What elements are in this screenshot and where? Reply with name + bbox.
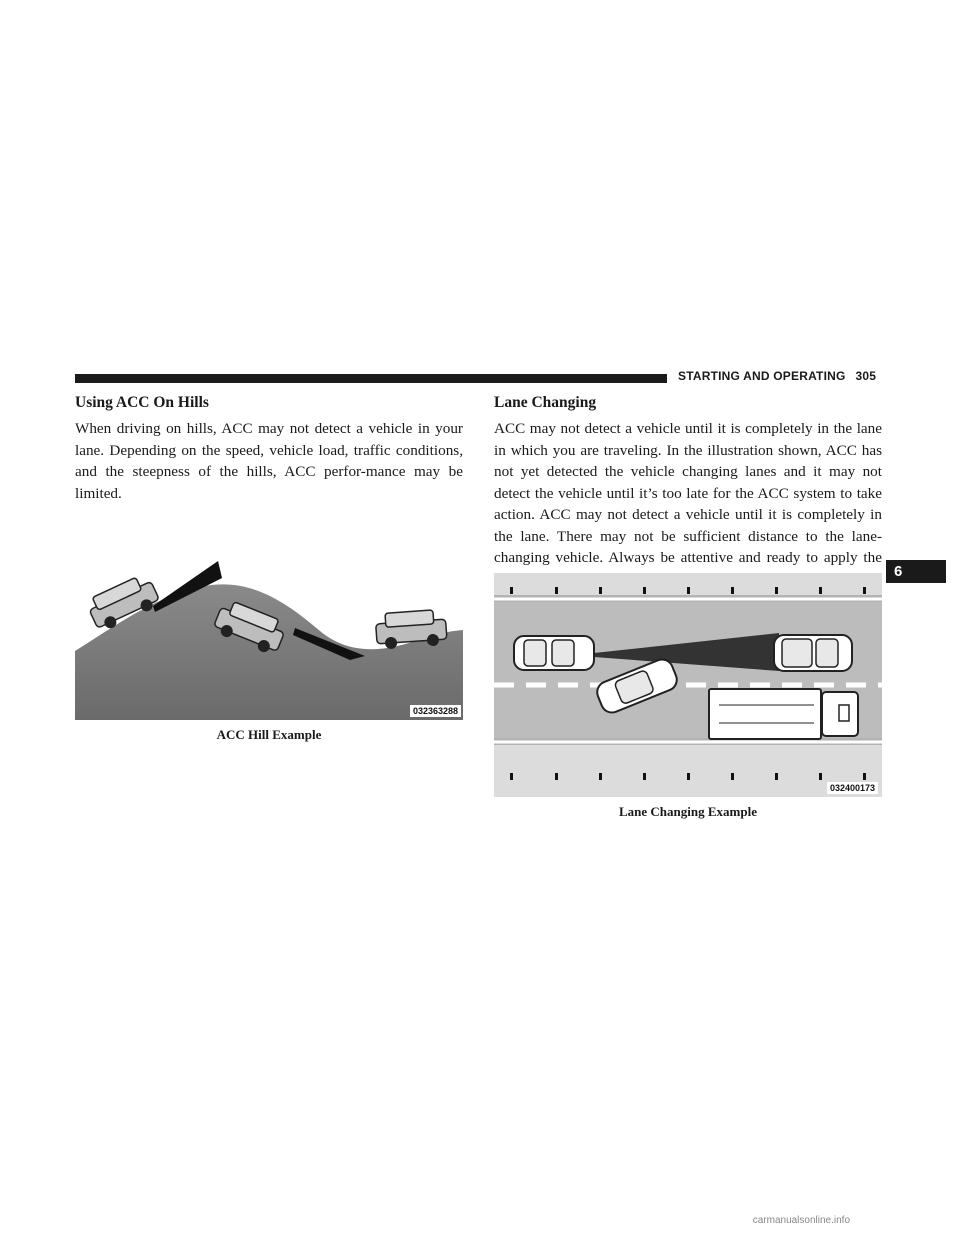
header-rule [75,374,667,383]
header-section: STARTING AND OPERATING [678,369,846,383]
truck-icon [709,689,858,739]
figure-code: 032363288 [410,705,461,717]
watermark [0,1215,960,1226]
lane-paragraph [494,418,882,590]
hills-paragraph [75,418,463,504]
section-title-hills: Using ACC On Hills [75,394,209,411]
lane-text: ACC may not detect a vehicle until it is completely in the lane in which you are traveling. In the illustration shown, ACC has not yet detected the vehicle changing lanes and it may not detect the vehicle until it’s too late for the ACC system to take action. ACC may not detect a vehicle until it is completely in the lane. There may not be sufficient distance to the lane-changing vehicle. Always be attentive and ready to apply the [494,420,882,566]
page-number: 305 [855,369,877,383]
figure-caption: ACC Hill Example [216,727,322,742]
hills-text: When driving on hills, ACC may not detect a vehicle in your lane. Depending on the speed, vehicle load, traffic conditions, and the steepness of the hills, ACC perfor-mance may be limited. [75,420,463,502]
figure-caption: Lane Changing Example [619,804,757,819]
car-icon [774,635,852,671]
section-title-lane-changing: Lane Changing [494,394,597,411]
car-icon [514,636,594,670]
watermark-text: carmanualsonline.info [752,1215,850,1226]
hill-svg [75,556,463,720]
lane-svg [494,573,882,797]
chapter-tab: 6 [886,560,946,583]
figure-code: 032400173 [827,782,878,794]
lane-changing-illustration [494,573,882,797]
acc-hill-illustration [75,556,463,720]
running-header [678,369,876,383]
